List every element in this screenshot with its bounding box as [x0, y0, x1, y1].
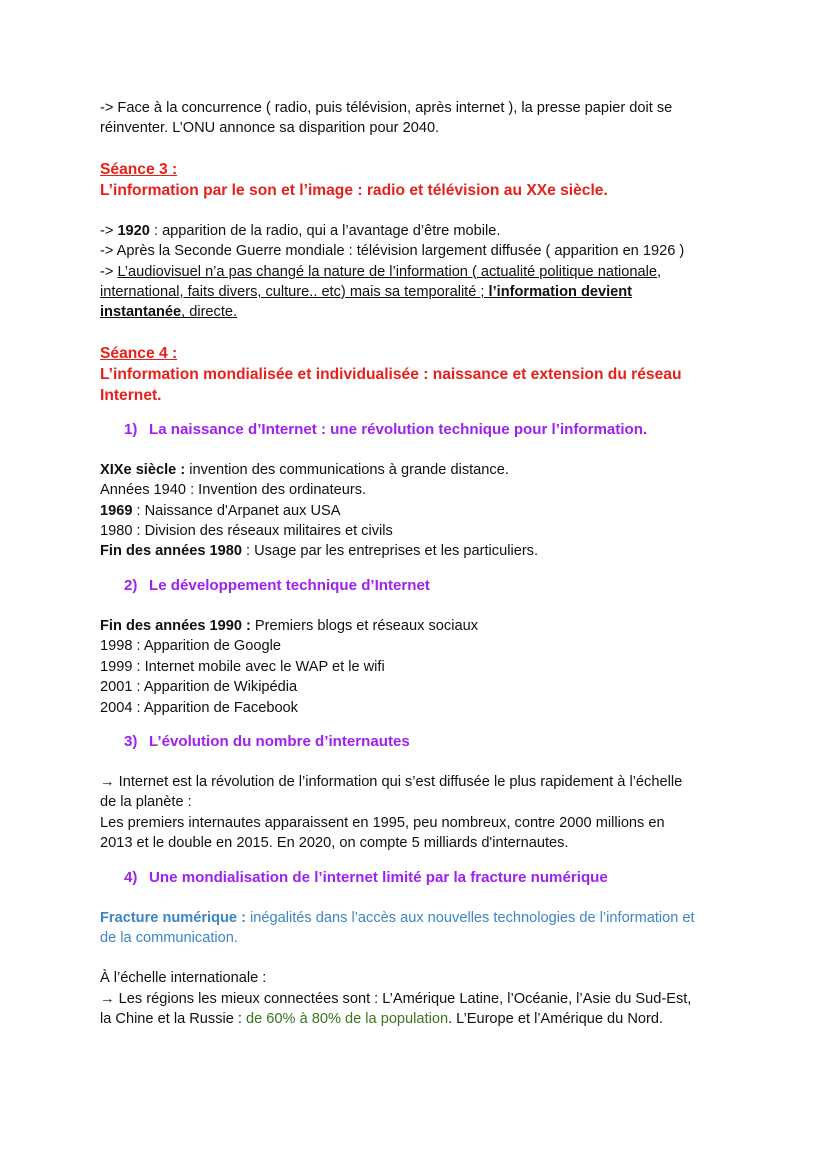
seance-3-title: L’information par le son et l’image : radio et télévision au XXe siècle.	[100, 181, 608, 199]
s3-line-4: 2013 et le double en 2015. En 2020, on compte 5 milliards d'internautes.	[100, 835, 569, 852]
s1-row-1: XIXe siècle : invention des communications à grande distance.	[100, 461, 509, 478]
s2-row-4: 2001 : Apparition de Wikipédia	[100, 679, 298, 696]
definition-line-2: de la communication.	[100, 929, 238, 946]
connected-regions-line-1: → Les régions les mieux connectées sont : L’Amérique Latine, l’Océanie, l’Asie du Sud-Est,	[100, 990, 692, 1007]
s1-row-2: Années 1940 : Invention des ordinateurs.	[100, 482, 367, 499]
international-scale: À l’échelle internationale :	[100, 970, 267, 987]
section-3-heading: 3) L’évolution du nombre d’internautes	[124, 732, 410, 750]
s1-row-3: 1969 : Naissance d'Arpanet aux USA	[100, 502, 341, 519]
s2-row-5: 2004 : Apparition de Facebook	[100, 699, 298, 716]
s1-row-4: 1980 : Division des réseaux militaires et civils	[100, 523, 393, 540]
seance-4-label: Séance 4 :	[100, 344, 178, 362]
seance-3-para-3-line-3: instantanée, directe.	[100, 304, 238, 321]
connected-regions-line-2: la Chine et la Russie : de 60% à 80% de la population. L’Europe et l’Amérique du Nord.	[100, 1011, 664, 1028]
seance-3-para-2: -> Après la Seconde Guerre mondiale : télévision largement diffusée ( apparition en 1926 )	[100, 243, 685, 260]
section-1-heading: 1) La naissance d’Internet : une révolution technique pour l’information.	[124, 420, 648, 438]
document-page	[100, 98, 740, 1030]
seance-3-para-3-line-2: international, faits divers, culture.. etc) mais sa temporalité ; l’information devient	[100, 284, 633, 301]
section-2-heading: 2) Le développement technique d’Internet	[124, 576, 430, 594]
definition-line-1: Fracture numérique : inégalités dans l’accès aux nouvelles technologies de l’information et	[100, 909, 695, 926]
seance-4-title-line-2: Internet.	[100, 386, 162, 404]
s2-row-2: 1998 : Apparition de Google	[100, 638, 281, 655]
intro-line-2: réinventer. L’ONU annonce sa disparition pour 2040.	[100, 120, 440, 137]
s2-row-1: Fin des années 1990 : Premiers blogs et réseaux sociaux	[100, 617, 478, 634]
s2-row-3: 1999 : Internet mobile avec le WAP et le wifi	[100, 658, 385, 675]
s3-line-3: Les premiers internautes apparaissent en 1995, peu nombreux, contre 2000 millions en	[100, 814, 665, 831]
seance-3-label: Séance 3 :	[100, 160, 178, 178]
s3-line-2: de la planète :	[100, 794, 192, 811]
section-4-heading: 4) Une mondialisation de l’internet limité par la fracture numérique	[124, 868, 608, 886]
s1-row-5: Fin des années 1980 : Usage par les entreprises et les particuliers.	[100, 543, 539, 560]
seance-3-para-3-line-1: -> L’audiovisuel n’a pas changé la nature de l’information ( actualité politique nationale,	[100, 263, 662, 280]
s3-line-1: → Internet est la révolution de l’information qui s’est diffusée le plus rapidement à l’échelle	[100, 773, 683, 790]
seance-3-para-1: -> 1920 : apparition de la radio, qui a l’avantage d’être mobile.	[100, 222, 501, 239]
seance-4-title-line-1: L’information mondialisée et individualisée : naissance et extension du réseau	[100, 365, 682, 383]
intro-line-1: -> Face à la concurrence ( radio, puis télévision, après internet ), la presse papier doit se	[100, 100, 673, 116]
